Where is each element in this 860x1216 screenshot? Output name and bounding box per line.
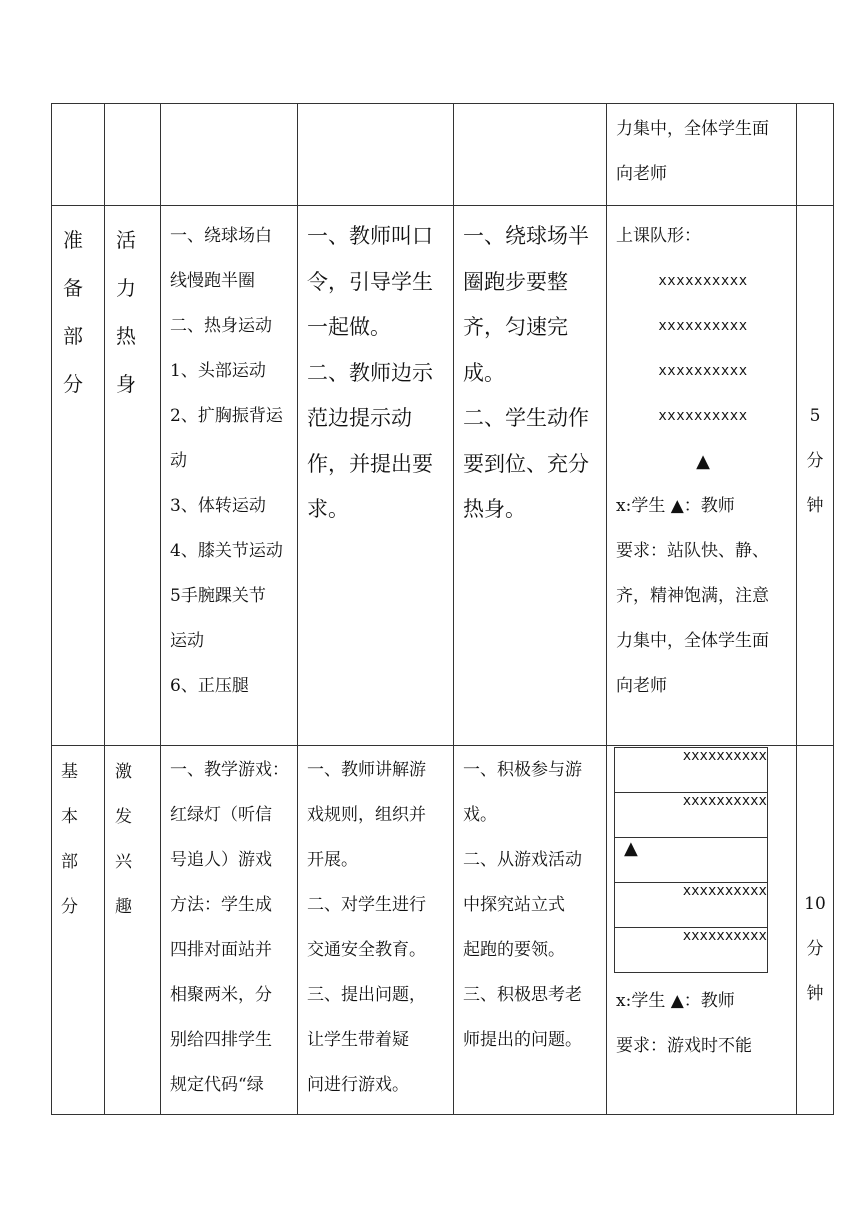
table-row-preparation [52,206,834,746]
topic-char: 发 [115,807,132,827]
content-cell [161,104,298,206]
content-line: 4、膝关节运动 [170,541,283,561]
teacher-cell [298,104,454,206]
teacher-triangle-icon: ▲ [696,451,710,472]
topic-char: 热 [116,324,136,348]
content-line: 5手腕踝关节 [170,586,266,606]
section-char: 分 [61,897,78,917]
student-row: xxxxxxxxxx [658,273,748,289]
student-row: xxxxxxxxxx [615,928,768,973]
student-line: 成。 [463,360,505,385]
lesson-plan-table [51,103,834,1115]
teacher-line: 求。 [307,497,349,521]
content-line: 二、热身运动 [170,316,272,336]
topic-char: 趣 [115,897,132,917]
organization-cell [607,746,797,1115]
requirement-line: 要求：站队快、静、 [616,541,769,561]
section-char: 基 [61,762,78,782]
duration-unit: 钟 [806,496,824,516]
teacher-line: 问进行游戏。 [307,1075,409,1095]
teacher-line: 二、对学生进行 [307,895,426,915]
teacher-cell [298,746,454,1115]
formation-legend: x:学生 ▲：教师 [616,496,735,516]
duration-cell [797,746,834,1115]
section-char: 分 [63,372,83,396]
topic-cell [105,206,161,746]
duration-value: 5 [809,406,821,426]
section-char: 部 [61,852,78,872]
topic-char: 兴 [115,852,132,872]
student-line: 一、绕球场半 [463,224,589,248]
student-line: 戏。 [463,805,497,825]
student-cell [454,104,607,206]
student-line: 圈跑步要整 [463,269,568,294]
duration-unit: 分 [806,451,824,471]
student-line: 二、从游戏活动 [463,850,582,870]
organization-line: 力集中，全体学生面 [616,119,769,139]
topic-char: 身 [116,372,136,396]
topic-cell [105,746,161,1115]
content-line: 相聚两米，分 [170,985,272,1005]
content-line: 一、教学游戏： [170,760,289,780]
requirement-line: 向老师 [616,676,667,696]
section-cell [52,206,105,746]
section-cell [52,746,105,1115]
content-line: 四排对面站并 [170,940,272,960]
student-cell [454,206,607,746]
content-line: 线慢跑半圈 [170,271,255,291]
teacher-triangle-icon: ▲ [615,838,768,883]
formation-title: 上课队形： [616,226,701,246]
student-line: 中探究站立式 [463,895,565,915]
duration-unit: 钟 [806,984,824,1004]
content-line: 号追人）游戏 [170,850,272,870]
student-cell [454,746,607,1115]
requirement-line: 齐，精神饱满，注意 [616,586,769,606]
content-line: 一、绕球场白 [170,226,272,246]
topic-char: 活 [116,228,136,252]
content-line: 2、扩胸振背运 [170,406,283,426]
duration-unit: 分 [806,939,824,959]
section-cell [52,104,105,206]
teacher-line: 二、教师边示 [307,360,433,385]
student-line: 齐，匀速完 [463,315,568,339]
student-line: 师提出的问题。 [463,1030,582,1050]
table-row-continued [52,104,834,206]
student-row: xxxxxxxxxx [658,408,748,424]
content-line: 6、正压腿 [170,676,249,696]
requirement-line: 力集中，全体学生面 [616,631,769,651]
student-line: 三、积极思考老 [463,985,582,1005]
teacher-line: 令，引导学生 [307,269,433,294]
duration-cell [797,104,834,206]
teacher-line: 范边提示动 [307,406,412,430]
content-line: 方法：学生成 [170,895,272,915]
student-row: xxxxxxxxxx [615,748,768,793]
student-line: 起跑的要领。 [463,940,565,960]
table-row-basic [52,746,834,1115]
teacher-line: 一起做。 [307,315,391,339]
teacher-line: 交通安全教育。 [307,940,426,960]
student-line: 要到位、充分 [463,451,589,476]
section-char: 本 [61,807,78,827]
content-cell [161,746,298,1115]
content-line: 动 [170,451,187,471]
teacher-line: 开展。 [307,850,358,870]
student-row: xxxxxxxxxx [658,363,748,379]
section-char: 备 [63,276,83,300]
teacher-line: 让学生带着疑 [307,1030,409,1050]
content-line: 红绿灯（听信 [170,805,272,825]
content-line: 别给四排学生 [170,1030,272,1050]
student-row: xxxxxxxxxx [658,318,748,334]
duration-value: 10 [804,894,826,914]
content-line: 运动 [170,631,204,651]
teacher-line: 一、教师讲解游 [307,760,426,780]
student-line: 一、积极参与游 [463,760,582,780]
section-char: 部 [63,324,83,348]
content-cell [161,206,298,746]
organization-cell [607,104,797,206]
teacher-line: 三、提出问题， [307,985,426,1005]
organization-cell [607,206,797,746]
content-line: 1、头部运动 [170,361,266,381]
topic-char: 力 [116,276,136,300]
topic-cell [105,104,161,206]
student-row: xxxxxxxxxx [615,793,768,838]
topic-char: 激 [115,762,132,782]
formation-legend: x:学生 ▲：教师 [616,991,735,1011]
section-char: 准 [63,228,83,252]
organization-line: 向老师 [616,164,667,184]
student-row: xxxxxxxxxx [615,883,768,928]
content-line: 3、体转运动 [170,496,266,516]
requirement-line: 要求：游戏时不能 [616,1036,752,1056]
teacher-line: 一、教师叫口 [307,224,433,248]
formation-grid [614,747,768,973]
student-line: 热身。 [463,497,526,521]
teacher-line: 作，并提出要 [307,451,433,476]
teacher-line: 戏规则，组织并 [307,805,426,825]
student-line: 二、学生动作 [463,406,589,430]
teacher-cell [298,206,454,746]
duration-cell [797,206,834,746]
content-line: 规定代码“绿 [170,1075,264,1095]
